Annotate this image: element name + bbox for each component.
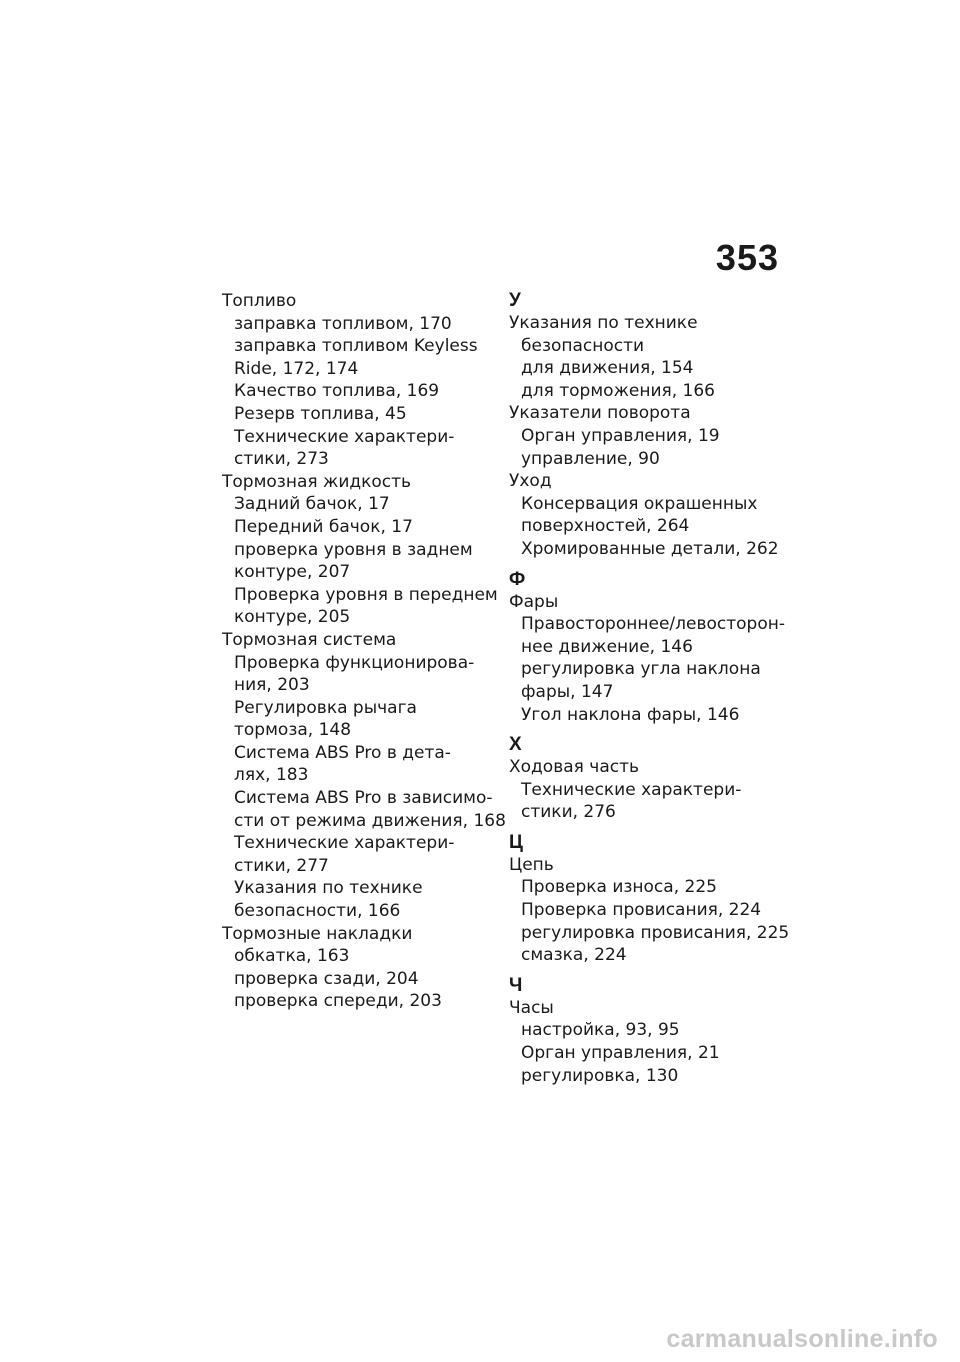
index-entry bbox=[509, 470, 781, 560]
index-subentry: для торможения, 166 bbox=[521, 380, 715, 401]
index-subentry: стики, 277 bbox=[234, 855, 329, 876]
index-subentry: Технические характери- bbox=[234, 833, 455, 854]
index-letter-section bbox=[509, 831, 790, 967]
index-subentry: Проверка износа, 225 bbox=[521, 877, 717, 898]
index-subentry: Орган управления, 21 bbox=[521, 1043, 720, 1064]
index-subentry: Орган управления, 19 bbox=[521, 425, 720, 446]
index-subentry: поверхностей, 264 bbox=[521, 516, 690, 537]
index-entry-head: Тормозные накладки bbox=[222, 923, 413, 944]
index-subentry: заправка топливом Keyless bbox=[234, 336, 478, 357]
index-entry bbox=[509, 312, 781, 402]
index-entry bbox=[222, 629, 506, 923]
index-entry-head: Тормозная жидкость bbox=[222, 471, 412, 492]
index-entry-head: Цепь bbox=[509, 854, 554, 875]
index-letter-section bbox=[509, 734, 781, 824]
index-subentry: стики, 276 bbox=[521, 802, 616, 823]
index-subentry: Система ABS Pro в зависимо- bbox=[234, 788, 493, 809]
index-subentry: сти от режима движения, 168 bbox=[234, 810, 506, 831]
index-entry bbox=[509, 591, 785, 727]
index-entry bbox=[509, 997, 781, 1087]
index-entry bbox=[509, 854, 790, 967]
section-letter: У bbox=[509, 290, 521, 311]
index-subentry: заправка топливом, 170 bbox=[234, 313, 452, 334]
index-entry-head: Ходовая часть bbox=[509, 757, 639, 778]
index-letter-section bbox=[509, 975, 781, 1087]
index-entry-head: Часы bbox=[509, 997, 554, 1018]
index-subentry: стики, 273 bbox=[234, 449, 329, 470]
index-entry bbox=[509, 756, 781, 824]
index-subentry: Правостороннее/левосторон- bbox=[521, 614, 785, 635]
index-subentry: Технические характери- bbox=[521, 779, 742, 800]
index-subentry: Угол наклона фары, 146 bbox=[521, 704, 740, 725]
index-subentry: Проверка провисания, 224 bbox=[521, 900, 762, 921]
index-subentry: настройка, 93, 95 bbox=[521, 1020, 680, 1041]
index-subentry: безопасности, 166 bbox=[234, 901, 401, 922]
index-entry-head: Топливо bbox=[222, 291, 297, 311]
index-subentry: Указания по технике bbox=[234, 878, 423, 899]
index-subentry: Качество топлива, 169 bbox=[234, 381, 440, 402]
index-subentry: Резерв топлива, 45 bbox=[234, 403, 407, 424]
index-subentry: фары, 147 bbox=[521, 681, 614, 702]
index-subentry: Технические характери- bbox=[234, 426, 455, 447]
index-subentry: ния, 203 bbox=[234, 675, 310, 696]
index-subentry: обкатка, 163 bbox=[234, 946, 350, 967]
index-entry bbox=[222, 290, 494, 471]
index-subentry: безопасности bbox=[521, 335, 645, 356]
index-subentry: управление, 90 bbox=[521, 448, 660, 469]
index-subentry: Передний бачок, 17 bbox=[234, 516, 413, 537]
index-subentry: проверка сзади, 204 bbox=[234, 968, 419, 989]
index-subentry: Хромированные детали, 262 bbox=[521, 538, 779, 559]
index-subentry: нее движение, 146 bbox=[521, 636, 693, 657]
section-letter: Х bbox=[509, 734, 522, 756]
index-subentry: Проверка уровня в переднем bbox=[234, 584, 498, 605]
index-subentry: Проверка функционирова- bbox=[234, 652, 475, 673]
index-entry-head: Указатели поворота bbox=[509, 403, 691, 424]
index-subentry: Консервация окрашенных bbox=[521, 493, 758, 514]
index-subentry: Задний бачок, 17 bbox=[234, 494, 390, 515]
index-subentry: Ride, 172, 174 bbox=[234, 358, 359, 379]
section-letter: Ц bbox=[509, 831, 523, 853]
index-subentry: регулировка угла наклона bbox=[521, 659, 761, 680]
index-letter-section bbox=[509, 568, 785, 727]
index-entry-head: Фары bbox=[509, 591, 559, 612]
index-subentry: для движения, 154 bbox=[521, 358, 694, 379]
index-subentry: проверка уровня в заднем bbox=[234, 539, 473, 560]
index-subentry: проверка спереди, 203 bbox=[234, 991, 442, 1012]
index-subentry: тормоза, 148 bbox=[234, 720, 352, 741]
index-subentry: контуре, 207 bbox=[234, 562, 351, 583]
index-entry-head: Указания по технике bbox=[509, 313, 698, 333]
index-letter-section bbox=[509, 290, 781, 561]
index-subentry: смазка, 224 bbox=[521, 945, 627, 966]
index-subentry: регулировка провисания, 225 bbox=[521, 922, 790, 943]
watermark-text: carmanualsonline.info bbox=[666, 1325, 938, 1353]
section-letter: Ч bbox=[509, 974, 523, 996]
index-entry bbox=[509, 402, 781, 470]
index-subentry: лях, 183 bbox=[234, 765, 309, 786]
index-subentry: регулировка, 130 bbox=[521, 1065, 679, 1086]
index-subentry: контуре, 205 bbox=[234, 607, 351, 628]
index-column-right bbox=[509, 290, 790, 1087]
page-number: 353 bbox=[715, 237, 779, 278]
index-entry-head: Тормозная система bbox=[222, 629, 397, 650]
index-subentry: Регулировка рычага bbox=[234, 697, 417, 718]
index-entry bbox=[222, 471, 498, 629]
section-letter: Ф bbox=[509, 568, 526, 590]
index-subentry: Система ABS Pro в дета- bbox=[234, 742, 451, 763]
index-entry bbox=[222, 923, 494, 1013]
index-column-left bbox=[222, 290, 506, 1013]
index-entry-head: Уход bbox=[509, 471, 552, 492]
